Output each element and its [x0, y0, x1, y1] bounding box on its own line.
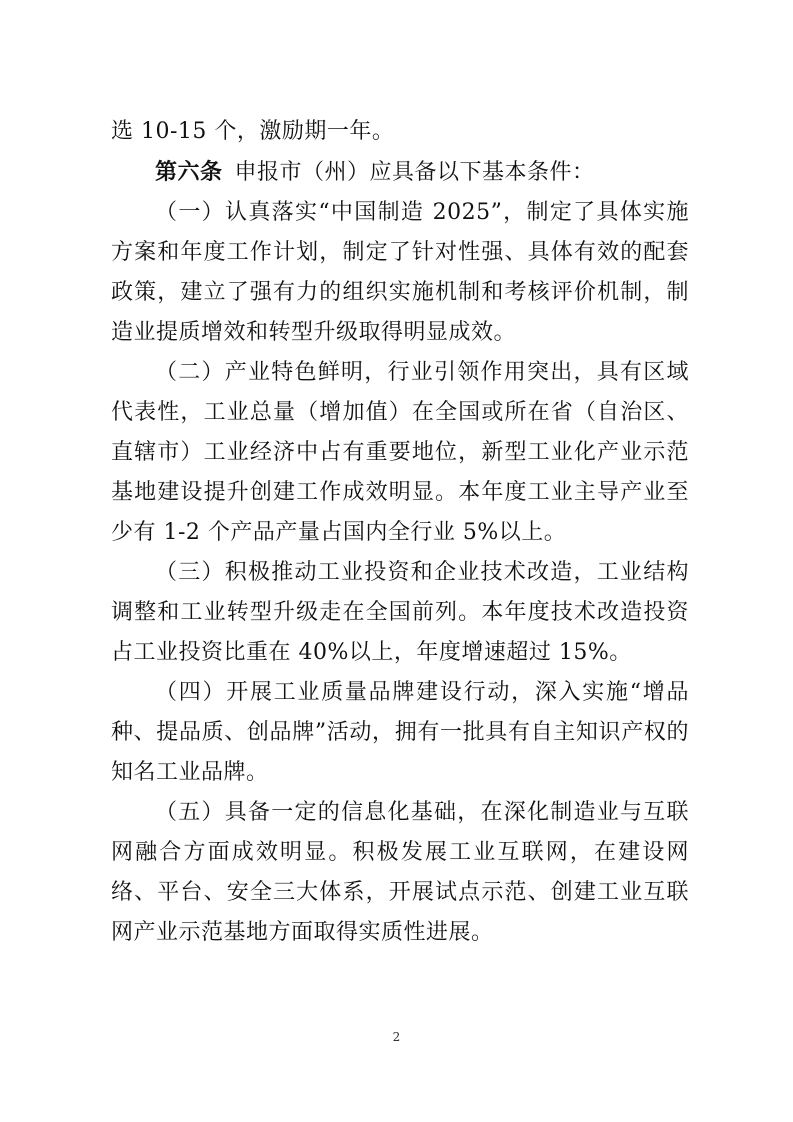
article-six-paragraph [111, 152, 689, 193]
condition-paragraph-3: （三）积极推动工业投资和企业技术改造，工业结构调整和工业转型升级走在全国前列。本年度技术改造投资占工业投资比重在 40%以上，年度增速超过 15%。 [111, 560, 689, 665]
continuation-paragraph: 选 10-15 个，激励期一年。 [111, 119, 395, 144]
article-label: 第六条 [155, 159, 223, 185]
page-number: 2 [392, 1030, 401, 1044]
document-body [111, 112, 689, 953]
condition-paragraph-1: （一）认真落实“中国制造 2025”，制定了具体实施方案和年度工作计划，制定了针对性强、具体有效的配套政策，建立了强有力的组织实施机制和考核评价机制，制造业提质增效和转型升级取得明显成效。 [111, 200, 689, 345]
article-text: 申报市（州）应具备以下基本条件： [234, 160, 595, 185]
condition-paragraph-4: （四）开展工业质量品牌建设行动，深入实施“增品种、提品质、创品牌”活动，拥有一批具有自主知识产权的知名工业品牌。 [111, 680, 689, 785]
condition-paragraph-5: （五）具备一定的信息化基础，在深化制造业与互联网融合方面成效明显。积极发展工业互联网，在建设网络、平台、安全三大体系，开展试点示范、创建工业互联网产业示范基地方面取得实质性进展。 [111, 800, 689, 945]
condition-paragraph-2: （二）产业特色鲜明，行业引领作用突出，具有区域代表性，工业总量（增加值）在全国或所在省（自治区、直辖市）工业经济中占有重要地位，新型工业化产业示范基地建设提升创建工作成效明显。本年度工业主导产业至少有 1-2 个产品产量占国内全行业 5%以上。 [111, 360, 689, 545]
